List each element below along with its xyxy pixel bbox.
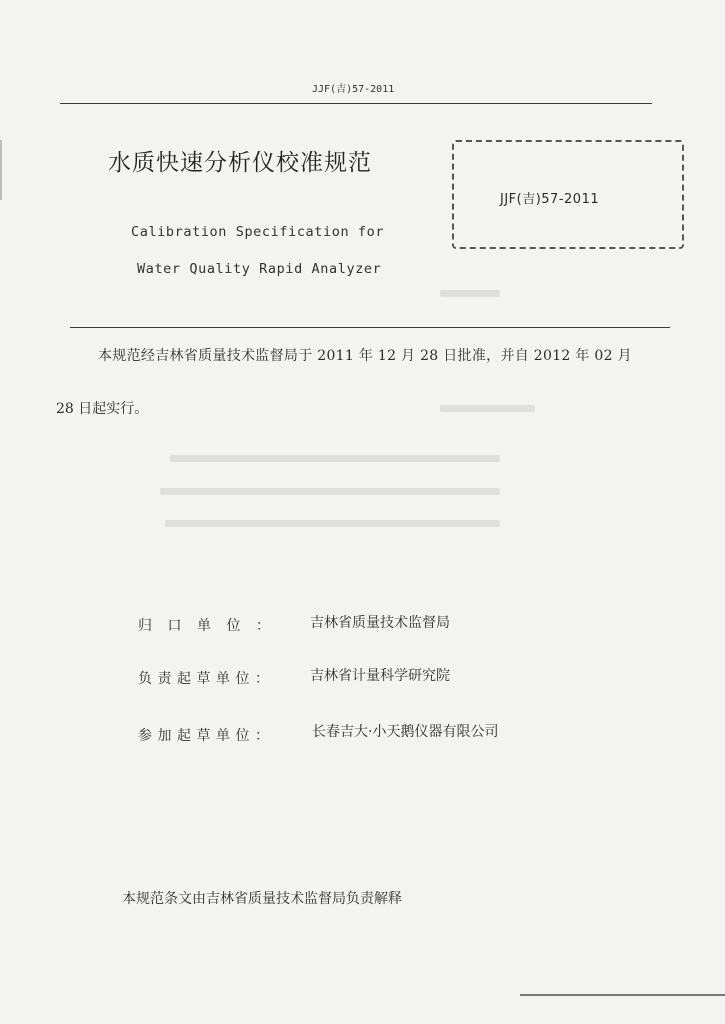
unit-label-centralized: 归口单位：	[138, 618, 286, 634]
bleed-through-mark	[160, 488, 500, 495]
unit-value-drafting: 吉林省计量科学研究院	[310, 668, 450, 684]
english-title-line1: Calibration Specification for	[131, 224, 385, 240]
bleed-through-mark	[165, 520, 500, 527]
interpretation-note: 本规范条文由吉林省质量技术监督局负责解释	[122, 891, 402, 907]
scan-left-edge	[0, 140, 2, 200]
stamp-code: JJF(吉)57-2011	[500, 192, 600, 207]
unit-label-drafting: 负责起草单位：	[138, 671, 275, 687]
english-title-line2: Water Quality Rapid Analyzer	[137, 261, 382, 277]
unit-value-centralized: 吉林省质量技术监督局	[310, 615, 450, 631]
document-code: JJF(吉)57-2011	[312, 84, 395, 95]
document-title: 水质快速分析仪校准规范	[108, 150, 372, 176]
bleed-through-mark	[440, 405, 535, 412]
approval-text-line1: 本规范经吉林省质量技术监督局于 2011 年 12 月 28 日批准，并自 2012 年 02 月	[98, 348, 632, 364]
scan-bottom-edge	[520, 994, 725, 996]
unit-label-participating: 参加起草单位：	[138, 728, 275, 744]
bleed-through-mark	[440, 290, 500, 297]
header-rule	[60, 103, 652, 104]
bleed-through-mark	[170, 455, 500, 462]
title-bottom-rule	[70, 327, 670, 328]
approval-text-line2: 28 日起实行。	[56, 401, 149, 417]
unit-value-participating: 长春吉大·小天鹅仪器有限公司	[312, 724, 499, 740]
